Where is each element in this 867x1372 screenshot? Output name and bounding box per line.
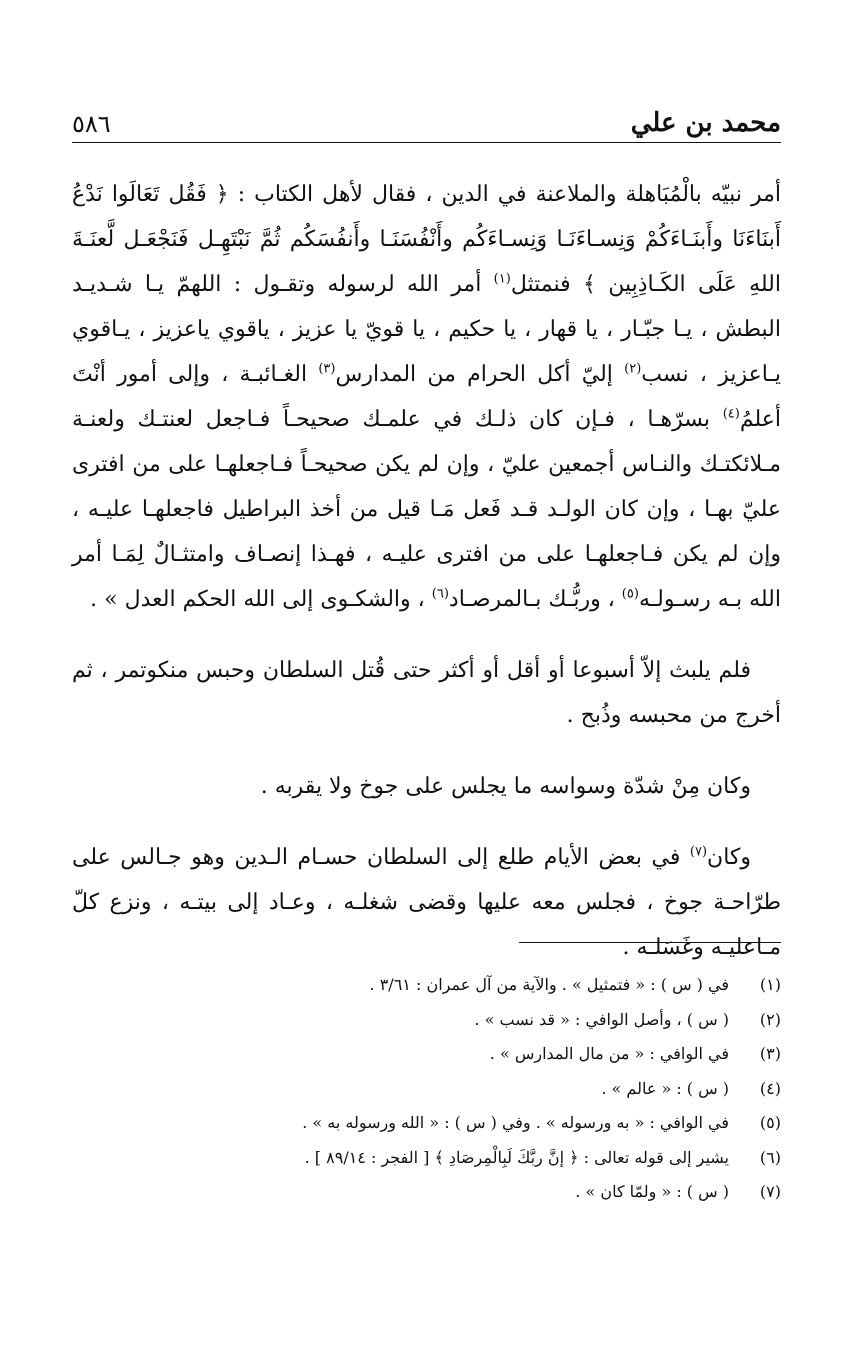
footnote-ref-3: (٣) <box>318 361 336 377</box>
text-run: أمر نبيّه بالْمُبَاهلة والملاعنة في الدين ، فقال لأهل الكتاب : ﴿ فَقُل تَعَالَوا نَدْعُ أَبنَاءَنَا وأَبنَـاءَكُمْ وَنِسـاءَنَـا وَنِسـاءَكُم وأَنْفُسَنَـا وأَنفُسَكُم ثُمَّ نَبْتَهِـل فَنَجْعَـل لَّعنَـةَ اللهِ عَلَى الكَـاذِبِين ﴾ فنمتثل <box>72 182 782 297</box>
footnote-number: (٢) <box>759 1009 781 1029</box>
running-title: محمد بن علي <box>630 108 781 138</box>
text-run: ، والشكـوى إلى الله الحكم العدل » . <box>90 587 425 612</box>
footnote-number: (٤) <box>759 1078 781 1098</box>
footnote-text: في ( س ) : « فتمثيل » . والآية من آل عمران : ٣/٦١ . <box>369 975 729 994</box>
footnote-number: (٧) <box>759 1182 781 1201</box>
footnote-ref-1: (١) <box>493 271 511 287</box>
text-run: الغـائبـة ، وإلى أمور أنْتَ أعلمُ <box>72 362 781 432</box>
main-text <box>72 172 781 996</box>
running-head <box>72 98 781 138</box>
footnote-item <box>72 1141 781 1176</box>
footnote-item <box>72 1037 781 1072</box>
footnote-ref-4: (٤) <box>722 406 740 422</box>
footnote-text: ( س ) : « ولمّا كان » . <box>575 1182 729 1201</box>
footnote-number: (١) <box>759 975 781 994</box>
footnote-text: في الوافي : « من مال المدارس » . <box>489 1044 729 1063</box>
footnote-text: يشير إلى قوله تعالى : ﴿ إنَّ ربَّكَ لَبِالْمِرصَادِ ﴾ [ الفجر : ٨٩/١٤ ] . <box>304 1147 729 1167</box>
paragraph-4 <box>72 835 781 970</box>
footnote-number: (٣) <box>759 1044 781 1063</box>
footnote-text: ( س ) : « عالم » . <box>601 1078 729 1098</box>
footnote-rule <box>519 942 781 943</box>
text-run: ، وربُّـك بـالمرصـاد <box>448 587 615 612</box>
footnote-ref-2: (٢) <box>624 361 642 377</box>
footnote-item <box>72 1003 781 1038</box>
footnote-ref-5: (٥) <box>621 586 639 602</box>
text-run: أمر الله لرسوله وتقـول : اللهمّ يـا شـديـد البطش ، يـا جبّـار ، يا قهار ، يا حكيم ، يا قويّ يا عزيز ، ياقوي ياعزيز ، يـاقوي يـاعزيز ، نسب <box>72 272 782 387</box>
footnotes <box>72 968 781 1210</box>
header-rule <box>72 142 781 143</box>
page-number: ٥٨٦ <box>72 110 111 138</box>
footnote-number: (٥) <box>759 1113 781 1132</box>
text-run: في بعض الأيام طلع إلى السلطان حسـام الـدين وهو جـالس على طرّاحـة جوخ ، فجلس معه عليها وقضى شغلـه ، وعـاد إلى بيتـه ، ونزع كلّ مـاعليـه وغَسَلـه . <box>72 845 781 960</box>
paragraph-3: وكان مِنْ شدّة وسواسه ما يجلس على جوخ ولا يقربه . <box>260 774 751 799</box>
footnote-ref-7: (٧) <box>689 844 708 860</box>
footnote-ref-6: (٦) <box>431 586 449 602</box>
text-run: وكان <box>707 845 751 870</box>
footnote-text: في الوافي : « به ورسوله » . وفي ( س ) : « الله ورسوله به » . <box>302 1113 729 1132</box>
footnote-item <box>72 1072 781 1107</box>
footnote-text: ( س ) ، وأصل الوافي : « قد نسب » . <box>474 1009 729 1029</box>
text-run: إليّ أكل الحرام من المدارس <box>335 362 613 387</box>
paragraph-2: فلم يلبث إلاّ أسبوعا أو أقل أو أكثر حتى قُتل السلطان وحبس منكوتمر ، ثم أخرج من محبسه وذُبح . <box>72 658 781 728</box>
footnote-item <box>72 1175 781 1210</box>
paragraph-1 <box>72 172 781 622</box>
footnote-number: (٦) <box>759 1147 781 1167</box>
footnote-item <box>72 968 781 1003</box>
footnote-item <box>72 1106 781 1141</box>
text-run: بسرّهـا ، فـإن كان ذلـك في علمـك صحيحـاً فـاجعل لعنتـك ولعنـة مـلائكتـك والنـاس أجمعين عليّ ، وإن لم يكن صحيحـاً فـاجعلهـا على من افترى عليّ بهـا ، وإن كان الولـد قـد فَعل مَـا قيل من أخذ البراطيل فاجعلهـا عليـه ، وإن لم يكن فـاجعلهـا على من افترى عليـه ، فهـذا إنصـاف وامتثـالٌ لِمَـا أمر الله بـه رسـولـه <box>72 407 781 612</box>
